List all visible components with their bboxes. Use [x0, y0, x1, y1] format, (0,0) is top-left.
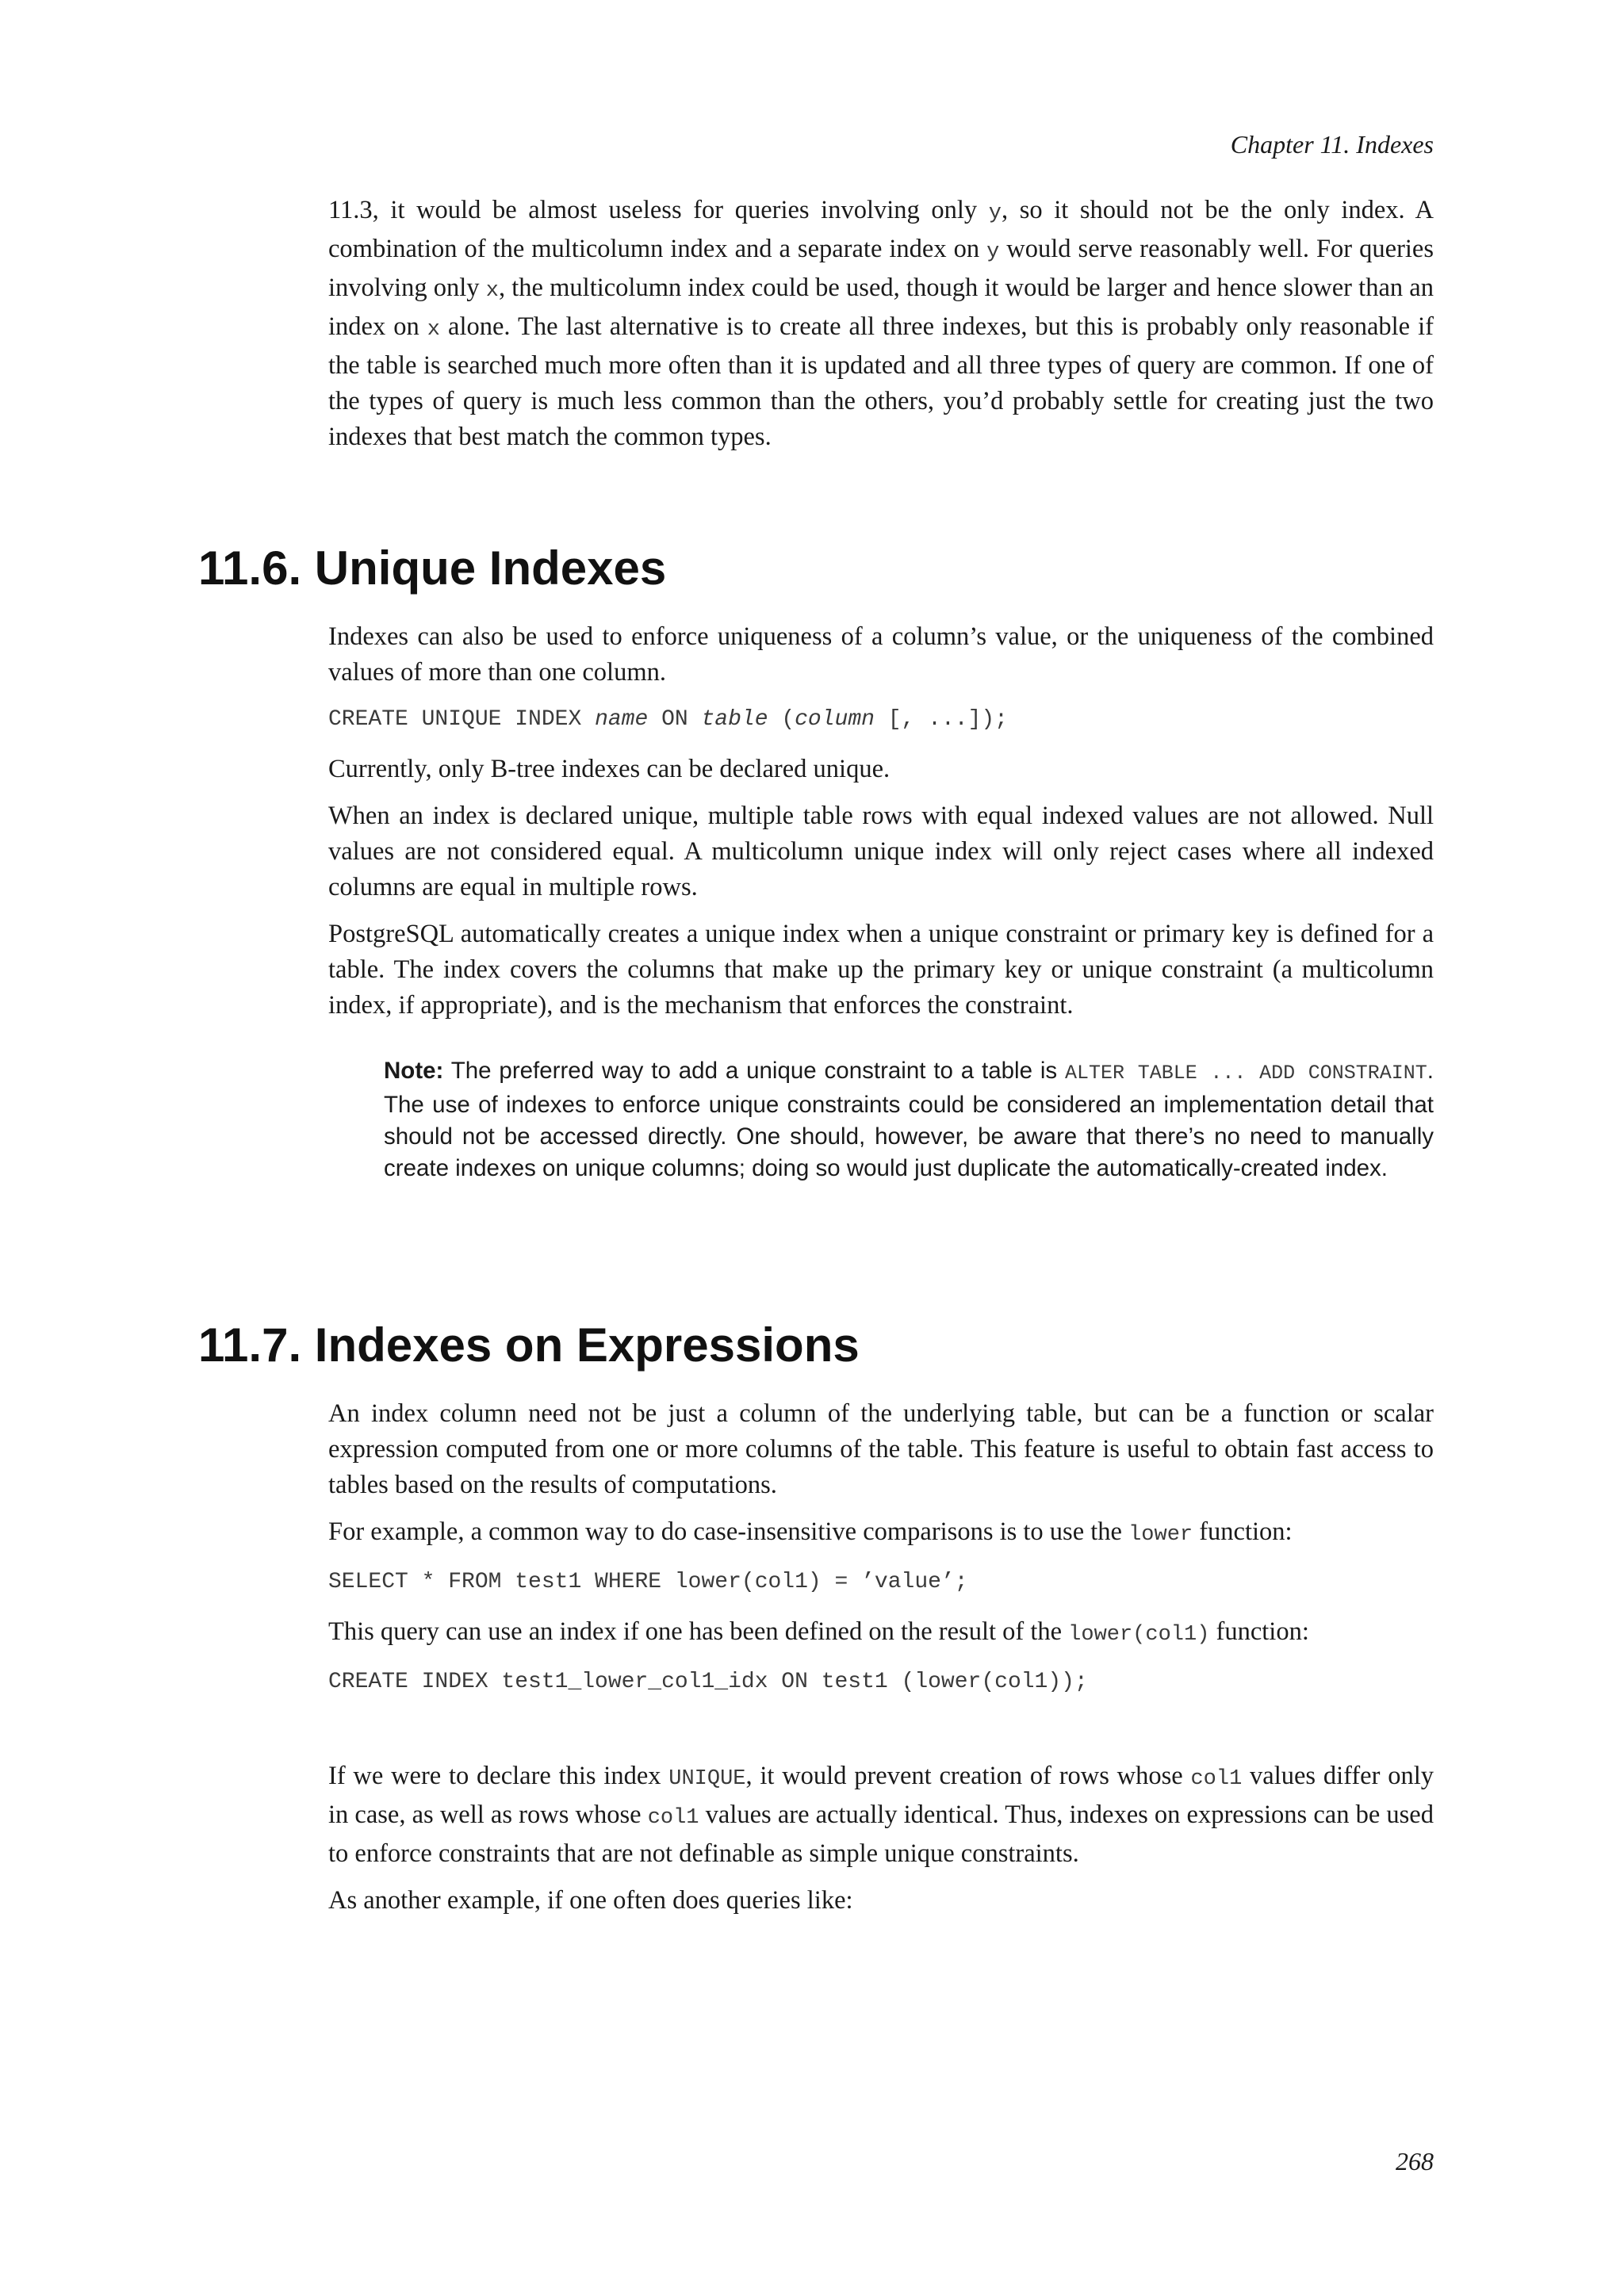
page-number: 268 [1396, 2147, 1434, 2175]
expr-paragraph-3: This query can use an index if one has been defined on the result of the lower(col1) function: [328, 1617, 1309, 1647]
running-header: Chapter 11. Indexes [1230, 130, 1434, 159]
unique-paragraph-3: When an index is declared unique, multiple table rows with equal indexed values are not allowed. Null values are not considered equal. A multicolumn unique index will only reject cases where all indexed columns are equal in multiple rows. [328, 802, 1434, 901]
section-heading-unique-indexes: 11.6. Unique Indexes [198, 541, 667, 595]
code-create-lower-index: CREATE INDEX test1_lower_col1_idx ON test1 (lower(col1)); [328, 1670, 1088, 1694]
unique-paragraph-2: Currently, only B-tree indexes can be declared unique. [328, 755, 891, 783]
spacer [328, 1714, 1434, 1758]
expr-paragraph-4: If we were to declare this index UNIQUE, it would prevent creation of rows whose col1 values differ only in case, as well as rows whose col1 values are actually identical. Thus, indexes on expressions can be used to enforce constraints that are not definable as simple unique constraints. [328, 1762, 1434, 1868]
note-label: Note: [384, 1058, 444, 1084]
note-box: Note: The preferred way to add a unique constraint to a table is ALTER TABLE ... ADD CONSTRAINT. The use of indexes to enforce unique constraints could be considered an implementation detail that should not be accessed directly. One should, however, be aware that there’s no need to manually create indexes on unique columns; doing so would just duplicate the automatically-created index. [384, 1058, 1434, 1181]
code-select-lower: SELECT * FROM test1 WHERE lower(col1) = ’value’; [328, 1570, 968, 1594]
section-heading-expression-indexes: 11.7. Indexes on Expressions [198, 1318, 860, 1372]
unique-paragraph-4: PostgreSQL automatically creates a unique index when a unique constraint or primary key is defined for a table. The index covers the columns that make up the primary key or unique constraint (a multicolumn index, if appropriate), and is the mechanism that enforces the constraint. [328, 920, 1434, 1020]
expr-paragraph-2: For example, a common way to do case-insensitive comparisons is to use the lower function: [328, 1517, 1293, 1547]
code-create-unique-index: CREATE UNIQUE INDEX name ON table (column [, ...]); [328, 707, 1008, 732]
expr-paragraph-5: As another example, if one often does queries like: [328, 1886, 853, 1915]
expr-paragraph-1: An index column need not be just a column of the underlying table, but can be a function or scalar expression computed from one or more columns of the table. This feature is useful to obtain fast access to tables based on the results of computations. [328, 1399, 1434, 1499]
intro-paragraph: 11.3, it would be almost useless for queries involving only y, so it should not be the only index. A combination of the multicolumn index and a separate index on y would serve reasonably well. For queries involving only x, the multicolumn index could be used, though it would be larger and hence slower than an index on x alone. The last alternative is to create all three indexes, but this is probably only reasonable if the table is searched much more often than it is updated and all three types of query are common. If one of the types of query is much less common than the others, you’d probably settle for creating just the two indexes that best match the common types. [328, 196, 1434, 451]
unique-paragraph-1: Indexes can also be used to enforce uniqueness of a column’s value, or the uniqueness of the combined values of more than one column. [328, 622, 1434, 687]
page-content [198, 193, 1434, 1930]
